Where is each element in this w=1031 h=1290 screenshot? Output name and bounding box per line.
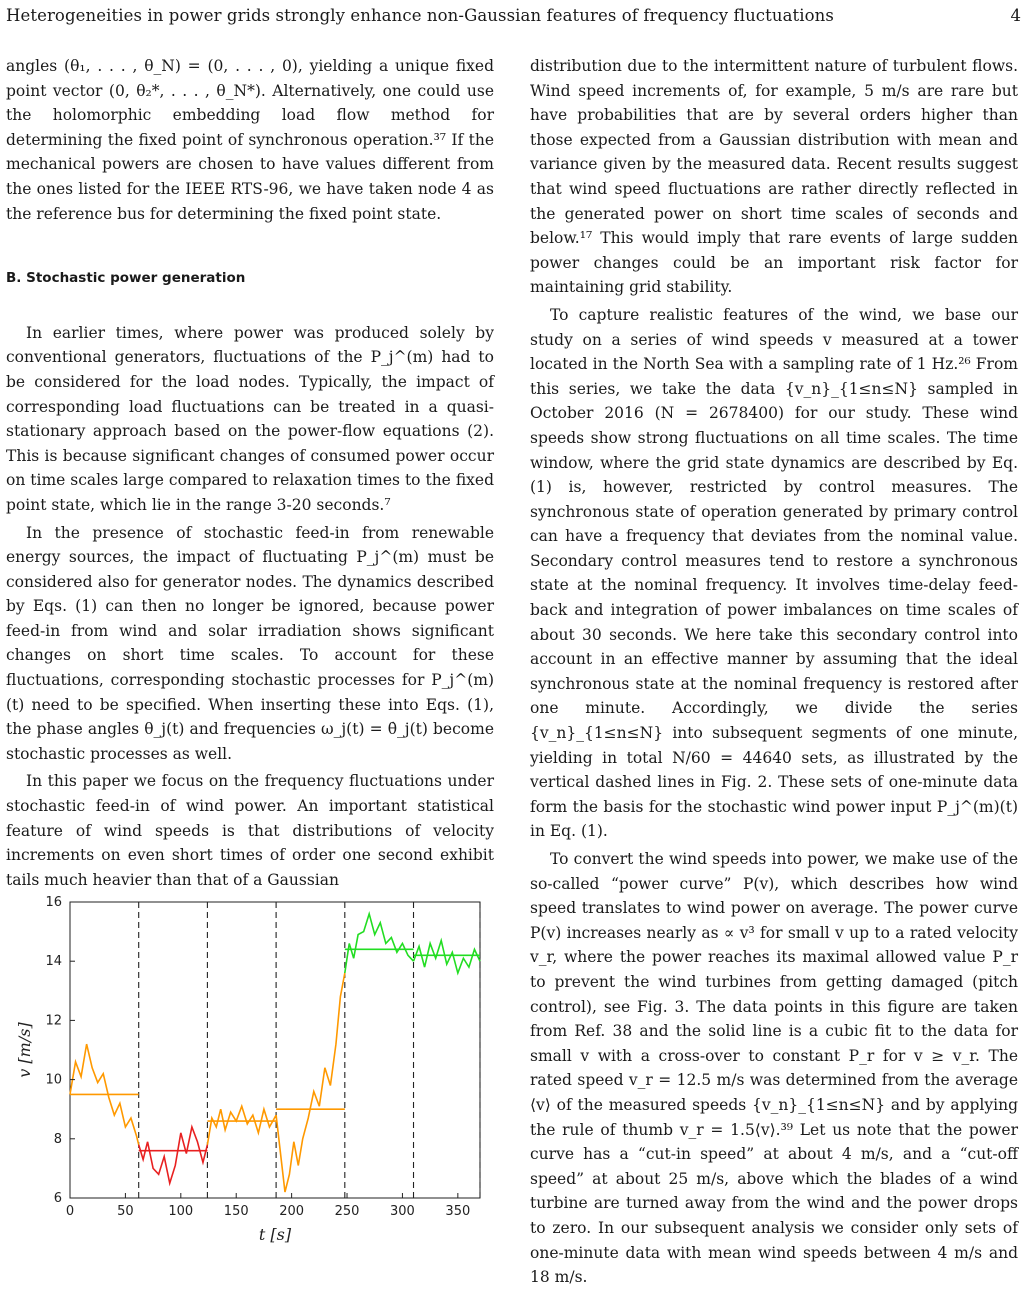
wind-speed-series [414, 940, 480, 973]
section-heading: B. Stochastic power generation [6, 270, 246, 287]
paragraph: In earlier times, where power was produced solely by conventional generators, fluctuations of the P_j^(m) had to be considered for the load nodes. Typically, the impact of corresponding load fluctuations can be treated in a quasi-stationary approach based on the power-flow equations (2). This is because significant changes of consumed power occur on time scales large compared to relaxation times to the fixed point state, which lie in the range 3-20 seconds.⁷ [6, 323, 494, 514]
y-tick-label: 8 [53, 1131, 62, 1147]
wind-speed-series [139, 1127, 208, 1183]
y-axis-label: v [m/s] [15, 1022, 34, 1078]
wind-speed-chart [0, 880, 500, 1248]
running-title: Heterogeneities in power grids strongly enhance non-Gaussian features of frequency fluctuations [6, 6, 834, 25]
y-tick-label: 10 [45, 1072, 62, 1088]
x-tick-label: 100 [168, 1204, 194, 1219]
running-header [0, 0, 1031, 30]
wind-speed-series [207, 1106, 276, 1144]
wind-speed-figure [0, 880, 500, 1248]
right-column [530, 54, 1018, 1290]
y-tick-label: 16 [45, 895, 62, 910]
paragraph: In the presence of stochastic feed-in from renewable energy sources, the impact of fluctuating P_j^(m) must be considered also for generator nodes. The dynamics described by Eqs. (1) can then no longer be ignored, because power feed-in from wind and solar irradiation shows significant changes on short time scales. To account for these fluctuations, corresponding stochastic processes for P_j^(m)(t) need to be specified. When inserting these into Eqs. (1), the phase angles θ_j(t) and frequencies ω_j(t) = θ̇_j(t) become stochastic processes as well. [6, 523, 494, 763]
y-tick-label: 12 [45, 1013, 62, 1029]
wind-speed-series [345, 914, 414, 973]
paragraph: To capture realistic features of the wind, we base our study on a series of wind speeds v measured at a tower located in the North Sea with a sampling rate of 1 Hz.²⁶ From this series, we take the data {v_n}_{1≤n≤N} sampled in October 2016 (N = 2678400) for our study. These wind speeds show strong fluctuations on all time scales. The time window, where the grid state dynamics are described by Eq. (1) is, however, restricted by control measures. The synchronous state of operation generated by primary control can have a frequency that deviates from the nominal value. Secondary control measures tend to restore a synchronous state at the nominal frequency. It involves time-delay feed-back and integration of power imbalances on time scales of about 30 seconds. We here take this secondary control into account in an effective manner by assuming that the ideal synchronous state at the nominal frequency is restored after one minute. Accordingly, we divide the series {v_n}_{1≤n≤N} into subsequent segments of one minute, yielding in total N/60 = 44640 sets, as illustrated by the vertical dashed lines in Fig. 2. These sets of one-minute data form the basis for the stochastic wind power input P_j^(m)(t) in Eq. (1). [530, 305, 1018, 841]
wind-speed-series [276, 973, 345, 1192]
x-tick-label: 50 [117, 1204, 134, 1219]
x-tick-label: 0 [65, 1204, 75, 1219]
y-tick-label: 14 [45, 954, 62, 970]
paragraph: In this paper we focus on the frequency fluctuations under stochastic feed-in of wind power. An important statistical feature of wind speeds is that distributions of velocity increments on even short times of order one second exhibit tails much heavier than that of a Gaussian [6, 772, 494, 889]
page-number: 4 [1010, 6, 1021, 25]
paragraph: distribution due to the intermittent nature of turbulent flows. Wind speed increments of, for example, 5 m/s are rare but have probabilities that are by several orders higher than those expected from a Gaussian distribution with mean and variance given by the measured data. Recent results suggest that wind speed fluctuations are rather directly reflected in the generated power on short time scales of seconds and below.¹⁷ This would imply that rare events of large sudden power changes could be an important risk factor for maintaining grid stability. [530, 57, 1018, 297]
x-axis-label: t [s] [258, 1225, 292, 1244]
y-tick-label: 6 [53, 1191, 62, 1206]
x-tick-label: 250 [334, 1204, 360, 1219]
paragraph: To convert the wind speeds into power, we make use of the so-called “power curve” P(v), which describes how wind speed translates to wind power on average. The power curve P(v) increases nearly as ∝ v³ for small v up to a rated velocity v_r, where the power reaches its maximal allowed value P_r to prevent the wind turbines from getting damaged (pitch control), see Fig. 3. The data points in this figure are taken from Ref. 38 and the solid line is a cubic fit to the data for small v with a cross-over to constant P_r for v ≥ v_r. The rated speed v_r = 12.5 m/s was determined from the average ⟨v⟩ of the measured speeds {v_n}_{1≤n≤N} and by applying the rule of thumb v_r = 1.5⟨v⟩.³⁹ Let us note that the power curve has a “cut-in speed” at about 4 m/s, and a “cut-off speed” at about 25 m/s, above which the blades of a wind turbine are turned away from the wind and the power drops to zero. In our subsequent analysis we consider only sets of one-minute data with mean wind speeds between 4 m/s and 18 m/s. [530, 850, 1018, 1287]
x-tick-label: 300 [390, 1204, 415, 1219]
x-tick-label: 350 [445, 1204, 471, 1219]
x-tick-label: 150 [223, 1204, 249, 1219]
left-column [6, 54, 494, 892]
x-tick-label: 200 [279, 1204, 305, 1219]
paragraph: angles (θ₁, . . . , θ_N) = (0, . . . , 0), yielding a unique fixed point vector (0, θ₂*, . . . , θ_N*). Alternatively, one could use the holomorphic embedding load flow method for determining the fixed point of synchronous operation.³⁷ If the mechanical powers are chosen to have values different from the ones listed for the IEEE RTS-96, we have taken node 4 as the reference bus for determining the fixed point state. [6, 57, 494, 223]
